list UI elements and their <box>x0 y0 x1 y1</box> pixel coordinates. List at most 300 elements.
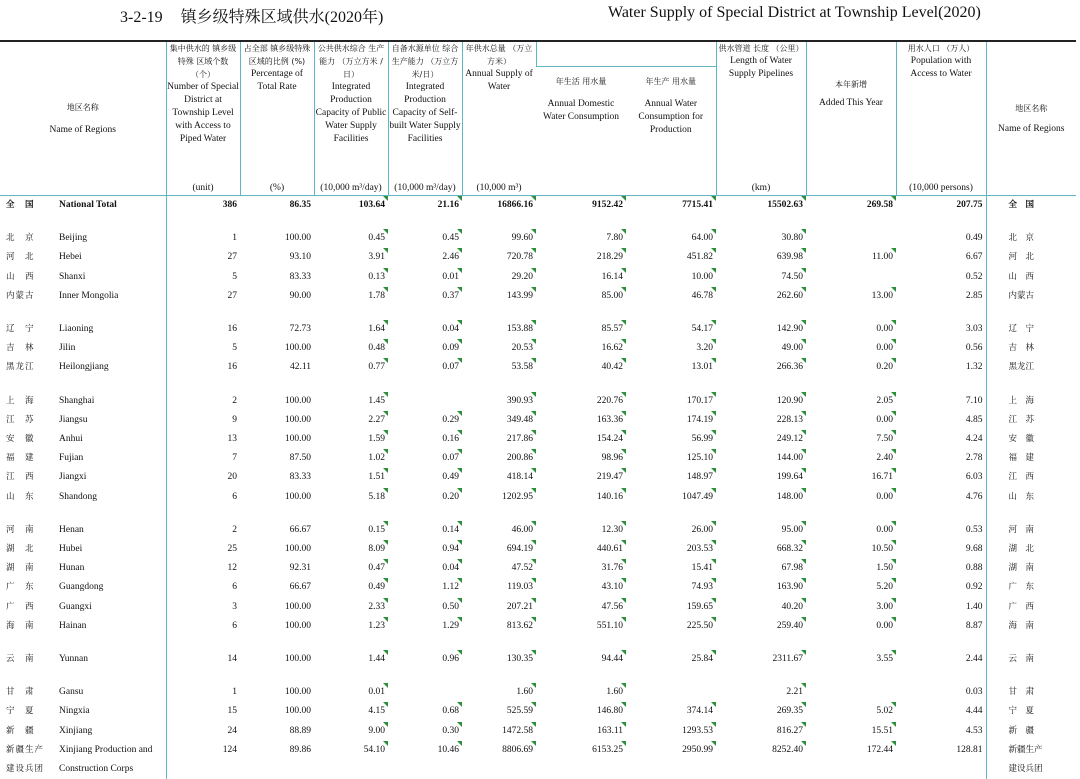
region-name-cn-right: 安 徽 <box>986 430 1076 449</box>
value-cell: 130.35 <box>462 650 536 669</box>
header-c10-cn: 用水人口 （万人） <box>907 44 975 53</box>
value-cell: 1.44 <box>314 650 388 669</box>
value-cell: 16.71 <box>806 468 896 487</box>
value-cell: 85.00 <box>536 287 626 306</box>
value-cell: 100.00 <box>284 395 311 406</box>
value-cell: 2.40 <box>806 449 896 468</box>
value-cell: 100.00 <box>284 687 311 698</box>
header-blank-group <box>536 41 716 67</box>
value-cell: 262.60 <box>716 287 806 306</box>
region-name-cn: 内蒙古 <box>6 290 35 301</box>
value-cell: 0.04 <box>388 320 462 339</box>
value-cell: 13 <box>166 430 240 449</box>
header-c4-unit: (10,000 m³/day) <box>394 183 456 193</box>
header-c2-cn: 占全部 镇乡级特殊 区域的比例 (%) <box>243 44 311 66</box>
value-cell: 0.77 <box>314 358 388 377</box>
value-cell: 0.15 <box>314 521 388 540</box>
value-cell: 89.86 <box>289 744 311 755</box>
value-cell: 200.86 <box>462 449 536 468</box>
value-cell: 2.05 <box>806 392 896 411</box>
value-cell: 1.32 <box>965 362 983 373</box>
value-cell: 47.52 <box>462 559 536 578</box>
value-cell: 2.46 <box>388 248 462 267</box>
header-c4 <box>388 41 462 196</box>
table-row <box>0 468 1076 487</box>
region-name-en: Shandong <box>59 491 97 502</box>
value-cell: 1.59 <box>314 430 388 449</box>
value-cell: 0.45 <box>388 229 462 248</box>
value-cell: 349.48 <box>462 411 536 430</box>
value-cell: 0.45 <box>314 229 388 248</box>
table-title-en: Water Supply of Special District at Township Level(2020) <box>608 4 981 21</box>
header-region-cn: 地区名称 <box>66 102 99 112</box>
value-cell: 0.14 <box>388 521 462 540</box>
region-name-cn: 河 北 <box>6 252 35 263</box>
region-name-en: Construction Corps <box>59 764 134 775</box>
value-cell: 9.00 <box>314 722 388 741</box>
region-name-cn-right: 建设兵团 <box>986 760 1076 779</box>
header-region-en: Name of Regions <box>49 124 116 135</box>
value-cell: 0.16 <box>388 430 462 449</box>
region-name-cn-right: 甘 肃 <box>986 683 1076 702</box>
value-cell: 1.23 <box>314 617 388 636</box>
value-cell: 143.99 <box>462 287 536 306</box>
region-name-cn-right: 湖 南 <box>986 559 1076 578</box>
value-cell: 0.29 <box>388 411 462 430</box>
value-cell: 639.98 <box>716 248 806 267</box>
value-cell: 20.53 <box>462 339 536 358</box>
header-c1-unit: (unit) <box>192 183 214 193</box>
value-cell: 218.29 <box>536 248 626 267</box>
table-row <box>0 683 1076 702</box>
value-cell: 0.49 <box>965 233 983 244</box>
value-cell: 9152.42 <box>536 196 626 215</box>
value-cell <box>626 760 716 779</box>
value-cell: 0.09 <box>388 339 462 358</box>
value-cell: 49.00 <box>716 339 806 358</box>
value-cell: 21.16 <box>388 196 462 215</box>
value-cell: 1.40 <box>965 601 983 612</box>
table-row <box>0 358 1076 377</box>
table-row <box>0 578 1076 597</box>
region-name-en: Hubei <box>59 544 83 555</box>
value-cell: 1 <box>166 229 240 248</box>
value-cell: 16866.16 <box>462 196 536 215</box>
region-name-cn: 广 东 <box>6 582 35 593</box>
value-cell: 3.20 <box>626 339 716 358</box>
table-row <box>0 702 1076 721</box>
value-cell: 0.07 <box>388 449 462 468</box>
value-cell: 9 <box>166 411 240 430</box>
value-cell: 217.86 <box>462 430 536 449</box>
value-cell: 100.00 <box>284 491 311 502</box>
value-cell: 5.18 <box>314 488 388 507</box>
value-cell: 11.00 <box>806 248 896 267</box>
region-name-cn-right: 广 西 <box>986 598 1076 617</box>
region-name-cn-right: 云 南 <box>986 650 1076 669</box>
region-name-cn: 宁 夏 <box>6 706 35 717</box>
value-cell: 2.78 <box>965 453 983 464</box>
header-c4-cn: 自备水源单位 综合生产能力 （万立方米/日） <box>391 44 459 79</box>
total-row <box>0 196 1076 215</box>
value-cell: 27 <box>166 287 240 306</box>
row-spacer <box>0 306 1076 320</box>
value-cell: 1202.95 <box>462 488 536 507</box>
value-cell: 83.33 <box>289 472 311 483</box>
value-cell: 0.48 <box>314 339 388 358</box>
value-cell: 0.37 <box>388 287 462 306</box>
table-row <box>0 449 1076 468</box>
value-cell: 3.55 <box>806 650 896 669</box>
value-cell: 92.31 <box>289 563 311 574</box>
value-cell: 1472.58 <box>462 722 536 741</box>
value-cell: 0.30 <box>388 722 462 741</box>
region-name-cn: 新 疆 <box>6 725 35 736</box>
value-cell: 46.00 <box>462 521 536 540</box>
value-cell <box>716 760 806 779</box>
value-cell: 140.16 <box>536 488 626 507</box>
table-row <box>0 320 1076 339</box>
value-cell: 4.53 <box>965 725 983 736</box>
value-cell: 154.24 <box>536 430 626 449</box>
value-cell: 15 <box>166 702 240 721</box>
value-cell: 1.02 <box>314 449 388 468</box>
region-name-cn-right: 全 国 <box>986 196 1076 215</box>
value-cell: 0.50 <box>388 598 462 617</box>
value-cell <box>806 683 896 702</box>
region-name-cn-right: 上 海 <box>986 392 1076 411</box>
header-region-right <box>986 41 1076 196</box>
value-cell: 15.51 <box>806 722 896 741</box>
region-name-cn-right: 江 苏 <box>986 411 1076 430</box>
value-cell: 95.00 <box>716 521 806 540</box>
value-cell: 42.11 <box>289 362 311 373</box>
value-cell: 269.58 <box>806 196 896 215</box>
region-name-en: Xinjiang Production and <box>59 744 153 755</box>
region-name-cn-right: 河 南 <box>986 521 1076 540</box>
value-cell: 83.33 <box>289 271 311 282</box>
value-cell: 7.10 <box>965 395 983 406</box>
region-name-en: Xinjiang <box>59 725 93 736</box>
value-cell: 144.00 <box>716 449 806 468</box>
header-c2-en: Percentage of Total Rate <box>251 69 303 92</box>
value-cell: 6.03 <box>965 472 983 483</box>
value-cell: 148.00 <box>716 488 806 507</box>
value-cell: 163.90 <box>716 578 806 597</box>
value-cell: 26.00 <box>626 521 716 540</box>
value-cell: 0.49 <box>388 468 462 487</box>
value-cell: 88.89 <box>289 725 311 736</box>
region-name-cn-right: 海 南 <box>986 617 1076 636</box>
value-cell <box>626 683 716 702</box>
value-cell: 0.20 <box>806 358 896 377</box>
value-cell: 0.00 <box>806 411 896 430</box>
region-name-en: Hainan <box>59 620 87 631</box>
value-cell: 16.62 <box>536 339 626 358</box>
region-name-en: Inner Mongolia <box>59 290 119 301</box>
value-cell: 72.73 <box>289 324 311 335</box>
header-c7-cn: 年生产 用水量 <box>645 77 697 86</box>
row-spacer <box>0 215 1076 229</box>
region-name-cn-right: 山 西 <box>986 268 1076 287</box>
header-c3-cn: 公共供水综合 生产能力 （万立方米 /日） <box>317 44 385 79</box>
value-cell: 8.09 <box>314 540 388 559</box>
value-cell: 3.91 <box>314 248 388 267</box>
value-cell: 2.21 <box>716 683 806 702</box>
region-name-cn-right: 江 西 <box>986 468 1076 487</box>
value-cell: 67.98 <box>716 559 806 578</box>
region-name-en: Beijing <box>59 233 87 244</box>
table-row <box>0 540 1076 559</box>
value-cell: 0.20 <box>388 488 462 507</box>
value-cell: 0.88 <box>965 563 983 574</box>
value-cell: 124 <box>166 741 240 760</box>
header-c8-en: Length of Water Supply Pipelines <box>728 56 794 79</box>
value-cell: 1.78 <box>314 287 388 306</box>
value-cell: 163.36 <box>536 411 626 430</box>
value-cell: 90.00 <box>289 290 311 301</box>
region-name-en: Guangdong <box>59 582 104 593</box>
region-name-cn-right: 北 京 <box>986 229 1076 248</box>
header-c10-en: Population with Access to Water <box>910 56 972 79</box>
value-cell: 207.21 <box>462 598 536 617</box>
value-cell: 15502.63 <box>716 196 806 215</box>
table-title-chinese: 镇乡级特殊区域供水(2020年) <box>180 9 384 26</box>
region-name-en: Fujian <box>59 453 84 464</box>
value-cell: 0.00 <box>806 488 896 507</box>
table-row <box>0 411 1076 430</box>
table-row <box>0 617 1076 636</box>
region-name-en: National Total <box>59 200 117 210</box>
table-row <box>0 488 1076 507</box>
region-name-cn: 北 京 <box>6 233 35 244</box>
header-c6 <box>536 67 626 196</box>
value-cell: 440.61 <box>536 540 626 559</box>
value-cell: 7715.41 <box>626 196 716 215</box>
value-cell: 2 <box>166 392 240 411</box>
region-name-en: Yunnan <box>59 654 89 665</box>
value-cell: 10.00 <box>626 268 716 287</box>
region-name-cn: 安 徽 <box>6 434 35 445</box>
value-cell <box>388 760 462 779</box>
value-cell: 24 <box>166 722 240 741</box>
header-c5 <box>462 41 536 196</box>
value-cell: 1.29 <box>388 617 462 636</box>
value-cell: 2.85 <box>965 290 983 301</box>
value-cell: 163.11 <box>536 722 626 741</box>
value-cell: 0.49 <box>314 578 388 597</box>
header-c8 <box>716 41 806 196</box>
header-c5-en: Annual Supply of Water <box>465 69 533 92</box>
region-name-cn: 全 国 <box>6 200 35 210</box>
table-row <box>0 229 1076 248</box>
header-c6-en: Annual Domestic Water Consumption <box>542 99 620 122</box>
table-row <box>0 287 1076 306</box>
header-c3-unit: (10,000 m³/day) <box>320 183 382 193</box>
value-cell: 3.00 <box>806 598 896 617</box>
region-name-en: Anhui <box>59 434 83 445</box>
header-c2 <box>240 41 314 196</box>
value-cell: 27 <box>166 248 240 267</box>
value-cell: 228.13 <box>716 411 806 430</box>
value-cell: 1293.53 <box>626 722 716 741</box>
header-c4-en: Integrated Production Capacity of Self-built Water Supply Facilities <box>389 82 461 144</box>
value-cell: 93.10 <box>289 252 311 263</box>
header-c5-cn: 年供水总量 （万立方米） <box>465 44 533 66</box>
region-name-en: Heilongjiang <box>59 362 109 373</box>
header-c2-unit: (%) <box>269 183 285 193</box>
region-name-cn-right: 辽 宁 <box>986 320 1076 339</box>
value-cell <box>388 392 462 411</box>
region-name-cn: 海 南 <box>6 620 35 631</box>
region-name-en: Henan <box>59 524 84 535</box>
water-supply-table <box>0 40 1076 779</box>
header-region-right-cn: 地区名称 <box>1015 103 1048 113</box>
value-cell: 816.27 <box>716 722 806 741</box>
region-name-cn: 甘 肃 <box>6 687 35 698</box>
header-c3 <box>314 41 388 196</box>
value-cell: 551.10 <box>536 617 626 636</box>
header-c10 <box>896 41 986 196</box>
region-name-cn: 山 西 <box>6 271 35 282</box>
value-cell: 0.68 <box>388 702 462 721</box>
table-row <box>0 430 1076 449</box>
header-c9-en: Added This Year <box>819 98 883 108</box>
value-cell: 5.02 <box>806 702 896 721</box>
value-cell: 4.24 <box>965 434 983 445</box>
value-cell: 56.99 <box>626 430 716 449</box>
table-title-cn <box>120 4 383 27</box>
value-cell: 225.50 <box>626 617 716 636</box>
value-cell: 0.52 <box>965 271 983 282</box>
value-cell: 1.12 <box>388 578 462 597</box>
value-cell: 5.20 <box>806 578 896 597</box>
value-cell: 120.90 <box>716 392 806 411</box>
value-cell: 1.51 <box>314 468 388 487</box>
region-name-en: Liaoning <box>59 324 94 335</box>
value-cell: 100.00 <box>284 654 311 665</box>
value-cell: 1.64 <box>314 320 388 339</box>
value-cell: 4.85 <box>965 414 983 425</box>
value-cell <box>240 760 314 779</box>
value-cell: 668.32 <box>716 540 806 559</box>
value-cell: 2950.99 <box>626 741 716 760</box>
table-row <box>0 248 1076 267</box>
value-cell: 1 <box>166 683 240 702</box>
header-c8-unit: (km) <box>751 183 771 193</box>
value-cell: 219.47 <box>536 468 626 487</box>
table-row <box>0 741 1076 760</box>
value-cell: 86.35 <box>289 200 311 210</box>
value-cell: 40.42 <box>536 358 626 377</box>
value-cell: 66.67 <box>289 524 311 535</box>
value-cell: 694.19 <box>462 540 536 559</box>
region-name-en: Jiangsu <box>59 414 88 425</box>
value-cell: 125.10 <box>626 449 716 468</box>
value-cell: 47.56 <box>536 598 626 617</box>
value-cell: 207.75 <box>956 200 983 210</box>
value-cell <box>806 760 896 779</box>
value-cell: 6 <box>166 578 240 597</box>
table-row <box>0 559 1076 578</box>
value-cell: 8806.69 <box>462 741 536 760</box>
value-cell: 16 <box>166 320 240 339</box>
region-name-cn: 湖 北 <box>6 544 35 555</box>
region-name-cn: 河 南 <box>6 524 35 535</box>
region-name-cn-right: 内蒙古 <box>986 287 1076 306</box>
value-cell: 54.10 <box>314 741 388 760</box>
value-cell: 6.67 <box>965 252 983 263</box>
value-cell: 7.50 <box>806 430 896 449</box>
value-cell: 2 <box>166 521 240 540</box>
value-cell: 0.96 <box>388 650 462 669</box>
value-cell: 174.19 <box>626 411 716 430</box>
row-spacer <box>0 378 1076 392</box>
region-name-en: Hebei <box>59 252 82 263</box>
value-cell: 40.20 <box>716 598 806 617</box>
value-cell: 170.17 <box>626 392 716 411</box>
row-spacer <box>0 507 1076 521</box>
value-cell: 94.44 <box>536 650 626 669</box>
value-cell: 99.60 <box>462 229 536 248</box>
value-cell: 1047.49 <box>626 488 716 507</box>
region-name-cn: 江 苏 <box>6 414 35 425</box>
value-cell: 29.20 <box>462 268 536 287</box>
region-name-en: Shanxi <box>59 271 86 282</box>
value-cell: 146.80 <box>536 702 626 721</box>
header-c1-en: Number of Special District at Township Level with Access to Piped Water <box>167 82 239 144</box>
region-name-cn-right: 河 北 <box>986 248 1076 267</box>
value-cell: 6153.25 <box>536 741 626 760</box>
value-cell: 386 <box>166 196 240 215</box>
value-cell: 0.56 <box>965 343 983 354</box>
value-cell: 6 <box>166 617 240 636</box>
region-name-en: Jilin <box>59 343 76 354</box>
header-c1 <box>166 41 240 196</box>
region-name-cn-right: 宁 夏 <box>986 702 1076 721</box>
region-name-cn: 新疆生产 <box>6 744 45 755</box>
region-name-cn-right: 广 东 <box>986 578 1076 597</box>
region-name-cn-right: 山 东 <box>986 488 1076 507</box>
value-cell: 2.33 <box>314 598 388 617</box>
value-cell: 7.80 <box>536 229 626 248</box>
value-cell <box>314 760 388 779</box>
region-name-cn: 云 南 <box>6 654 35 665</box>
header-region-right-en: Name of Regions <box>998 123 1065 134</box>
header-region <box>0 41 166 196</box>
value-cell: 13.00 <box>806 287 896 306</box>
value-cell: 100.00 <box>284 343 311 354</box>
header-c3-en: Integrated Production Capacity of Public Water Supply Facilities <box>315 82 387 144</box>
value-cell: 128.81 <box>956 744 983 755</box>
region-name-en: Shanghai <box>59 395 95 406</box>
value-cell: 103.64 <box>314 196 388 215</box>
value-cell: 153.88 <box>462 320 536 339</box>
region-name-cn: 吉 林 <box>6 343 35 354</box>
value-cell: 30.80 <box>716 229 806 248</box>
header-c6-cn: 年生活 用水量 <box>555 77 607 86</box>
table-header <box>0 41 1076 196</box>
value-cell: 720.78 <box>462 248 536 267</box>
value-cell: 0.07 <box>388 358 462 377</box>
value-cell: 15.41 <box>626 559 716 578</box>
table-row <box>0 392 1076 411</box>
value-cell: 1.50 <box>806 559 896 578</box>
value-cell: 199.64 <box>716 468 806 487</box>
region-name-en: Guangxi <box>59 601 92 612</box>
value-cell: 5 <box>166 268 240 287</box>
value-cell: 2311.67 <box>716 650 806 669</box>
